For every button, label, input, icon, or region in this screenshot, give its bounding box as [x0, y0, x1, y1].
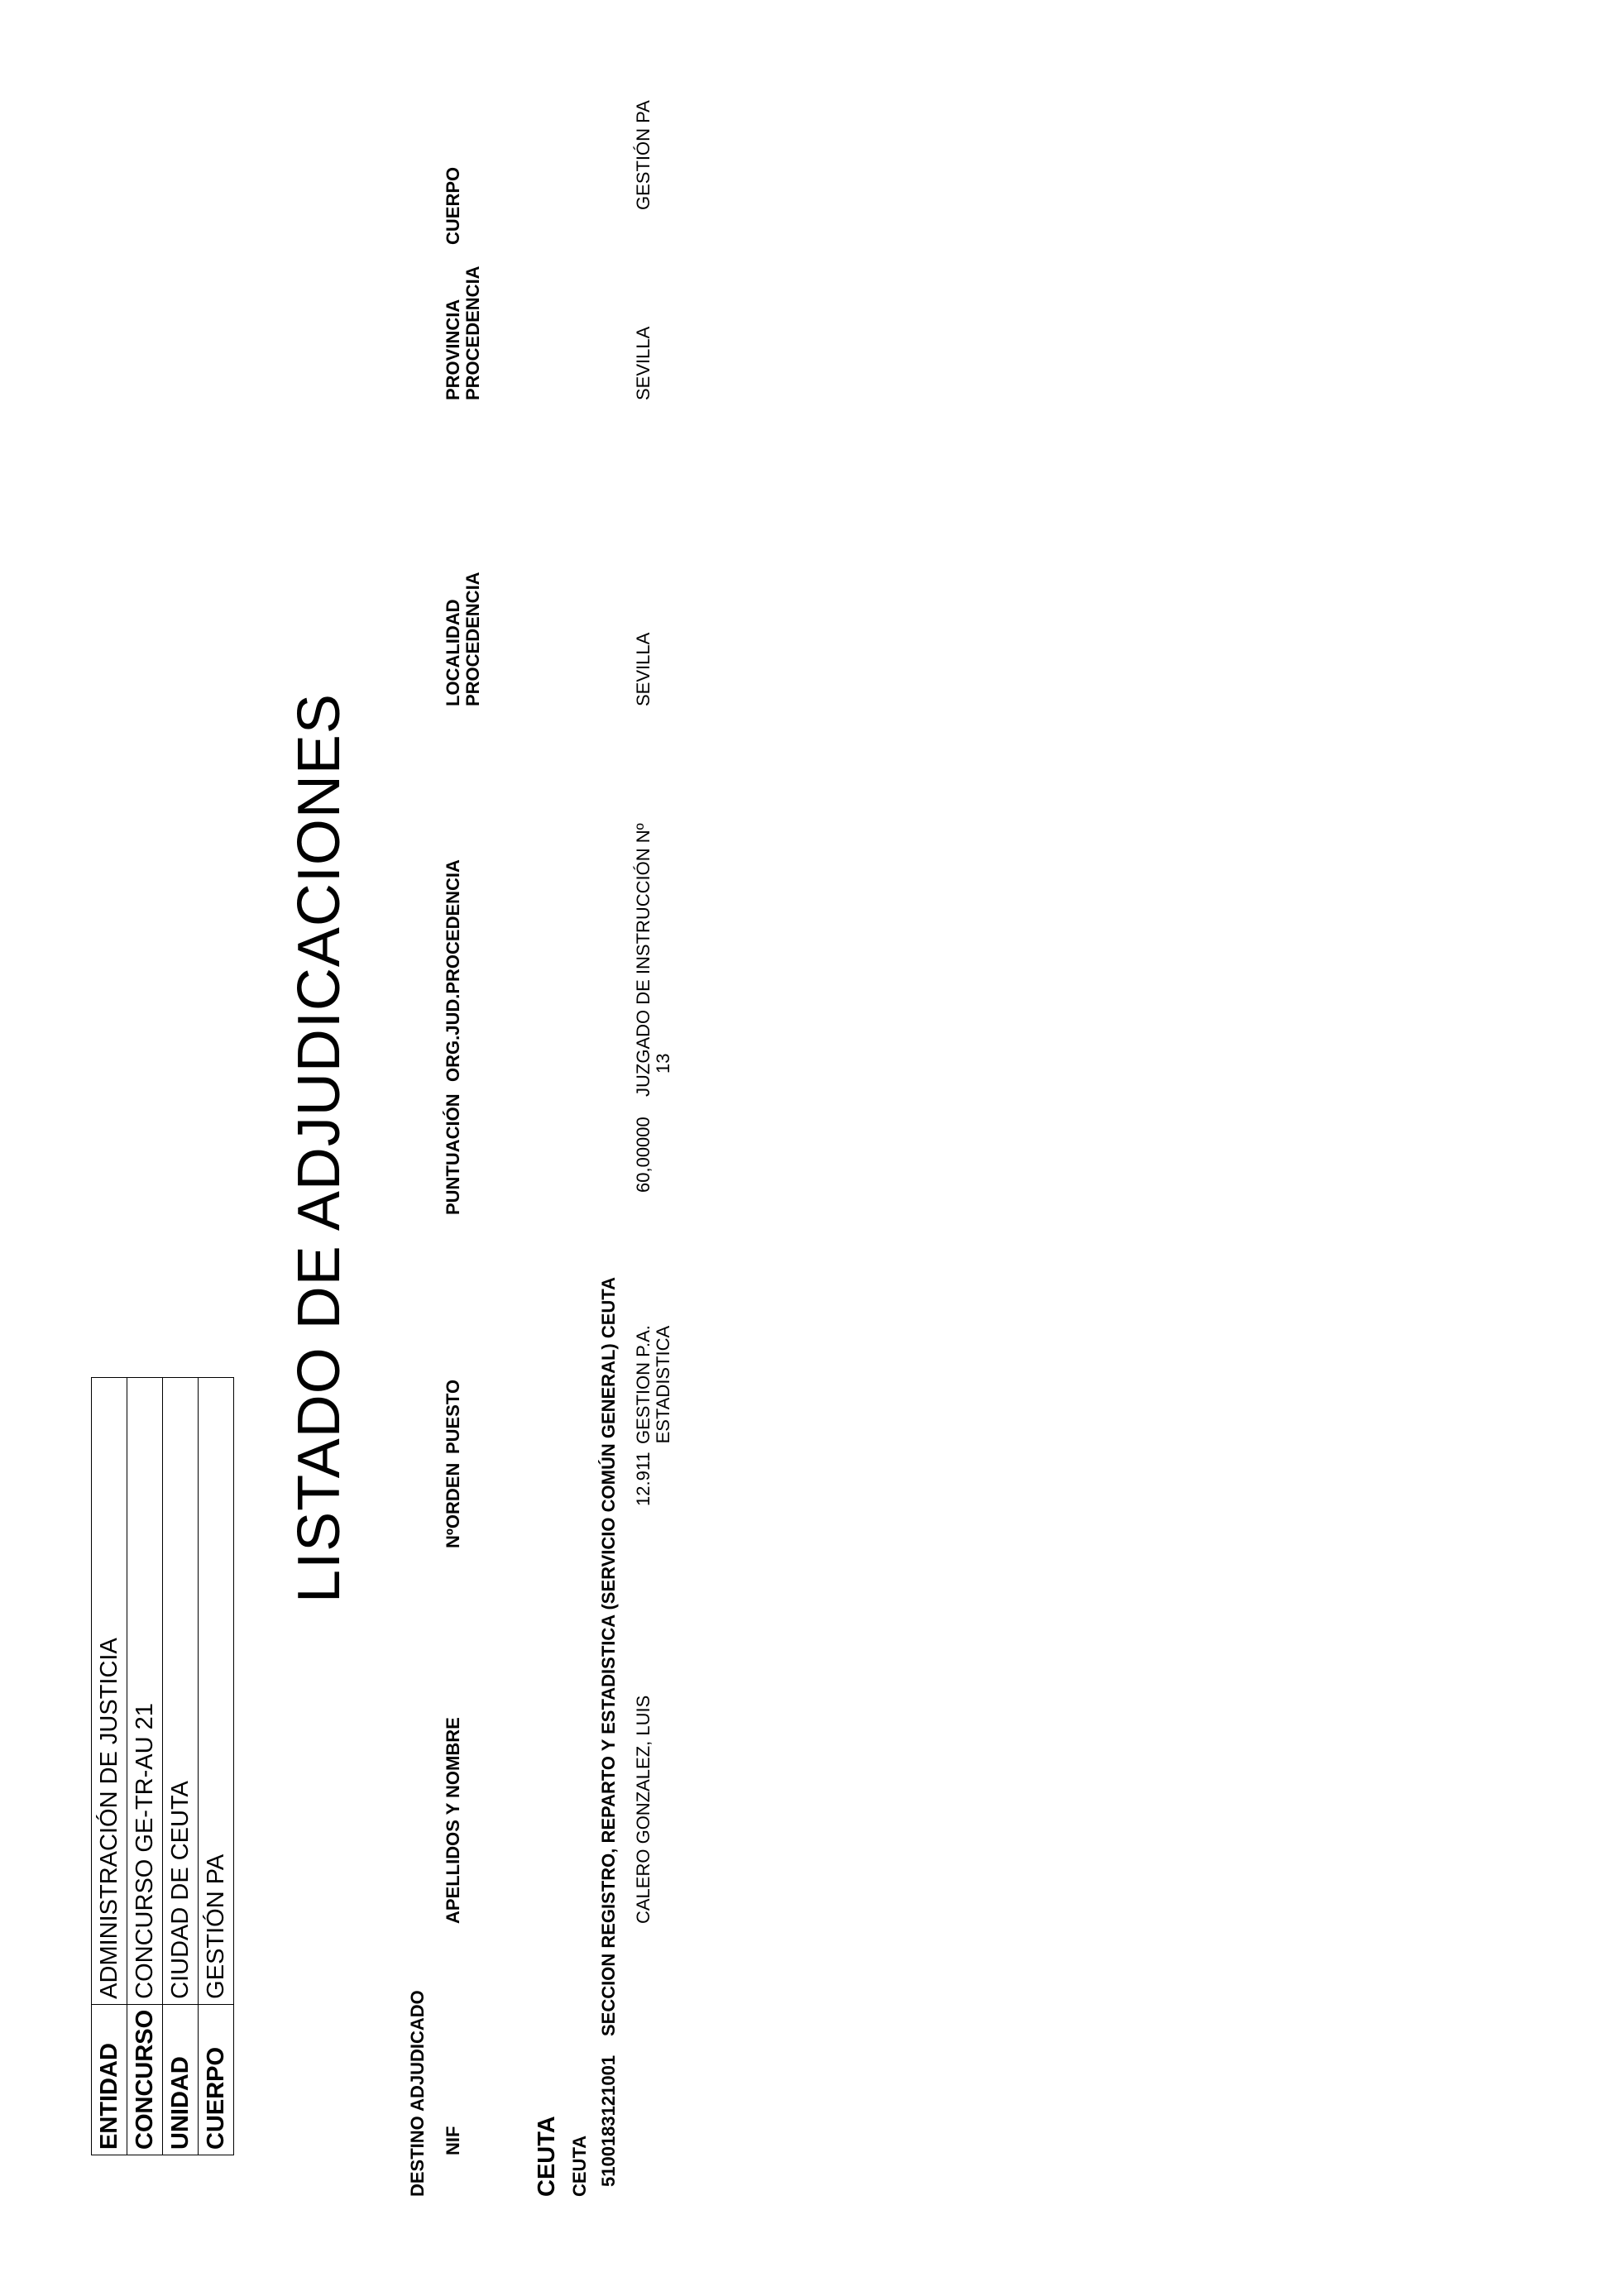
row-puesto: [634, 1325, 673, 1444]
header-provincia-line1: PROVINCIA: [443, 299, 463, 400]
page-title: LISTADO DE ADJUDICACIONES: [286, 693, 352, 1603]
row-puesto-line1: GESTION P.A.: [633, 1325, 654, 1444]
info-table: [91, 1377, 234, 2155]
row-org-jud-line1: JUZGADO DE INSTRUCCIÓN Nº: [633, 823, 654, 1097]
row-puesto-line2: ESTADISTICA: [653, 1325, 674, 1444]
header-org-jud-procedencia: ORG.JUD.PROCEDENCIA: [443, 859, 463, 1082]
info-key-entidad: ENTIDAD: [92, 2004, 127, 2155]
header-norden: NºORDEN: [443, 1462, 463, 1548]
row-cuerpo: GESTIÓN PA: [633, 100, 654, 210]
header-puesto: PUESTO: [443, 1379, 463, 1454]
info-row-unidad: [163, 1377, 199, 2155]
row-norden: 12.911: [633, 1452, 654, 1506]
info-row-cuerpo: [199, 1377, 234, 2155]
header-apellidos-nombre: APELLIDOS Y NOMBRE: [443, 1717, 463, 1924]
row-provincia: SEVILLA: [633, 326, 654, 400]
info-key-concurso: CONCURSO: [127, 2004, 163, 2155]
header-localidad-line1: LOCALIDAD: [443, 599, 463, 706]
row-org-jud-line2: 13: [653, 1053, 674, 1074]
header-localidad-line2: PROCEDENCIA: [462, 572, 484, 706]
info-row-entidad: [92, 1377, 127, 2155]
header-puntuacion: PUNTUACIÓN: [443, 1093, 463, 1215]
header-nif: NIF: [443, 2126, 463, 2155]
row-apellidos-nombre: CALERO GONZALEZ, LUIS: [633, 1695, 654, 1924]
info-value-cuerpo: GESTIÓN PA: [199, 1377, 234, 2004]
info-row-concurso: [127, 1377, 163, 2155]
group-region: CEUTA: [534, 2116, 560, 2197]
info-value-unidad: CIUDAD DE CEUTA: [163, 1377, 199, 2004]
row-localidad: SEVILLA: [633, 632, 654, 706]
destination-name: SECCION REGISTRO, REPARTO Y ESTADISTICA (SERVICIO COMÚN GENERAL) CEUTA: [598, 1277, 619, 2036]
header-provincia-procedencia: [443, 265, 483, 400]
header-provincia-line2: PROCEDENCIA: [462, 265, 484, 400]
header-destino-adjudicado: DESTINO ADJUDICADO: [407, 1990, 428, 2197]
info-key-unidad: UNIDAD: [163, 2004, 199, 2155]
header-cuerpo: CUERPO: [443, 166, 463, 245]
info-key-cuerpo: CUERPO: [199, 2004, 234, 2155]
info-value-entidad: ADMINISTRACIÓN DE JUSTICIA: [92, 1377, 127, 2004]
row-puntuacion: 60,00000: [633, 1117, 654, 1193]
header-localidad-procedencia: [443, 572, 483, 706]
destination-code: 51001831210​01: [598, 2054, 619, 2187]
info-value-concurso: CONCURSO GE-TR-AU 21: [127, 1377, 163, 2004]
row-org-jud-procedencia: [634, 823, 673, 1097]
group-city: CEUTA: [569, 2135, 590, 2197]
